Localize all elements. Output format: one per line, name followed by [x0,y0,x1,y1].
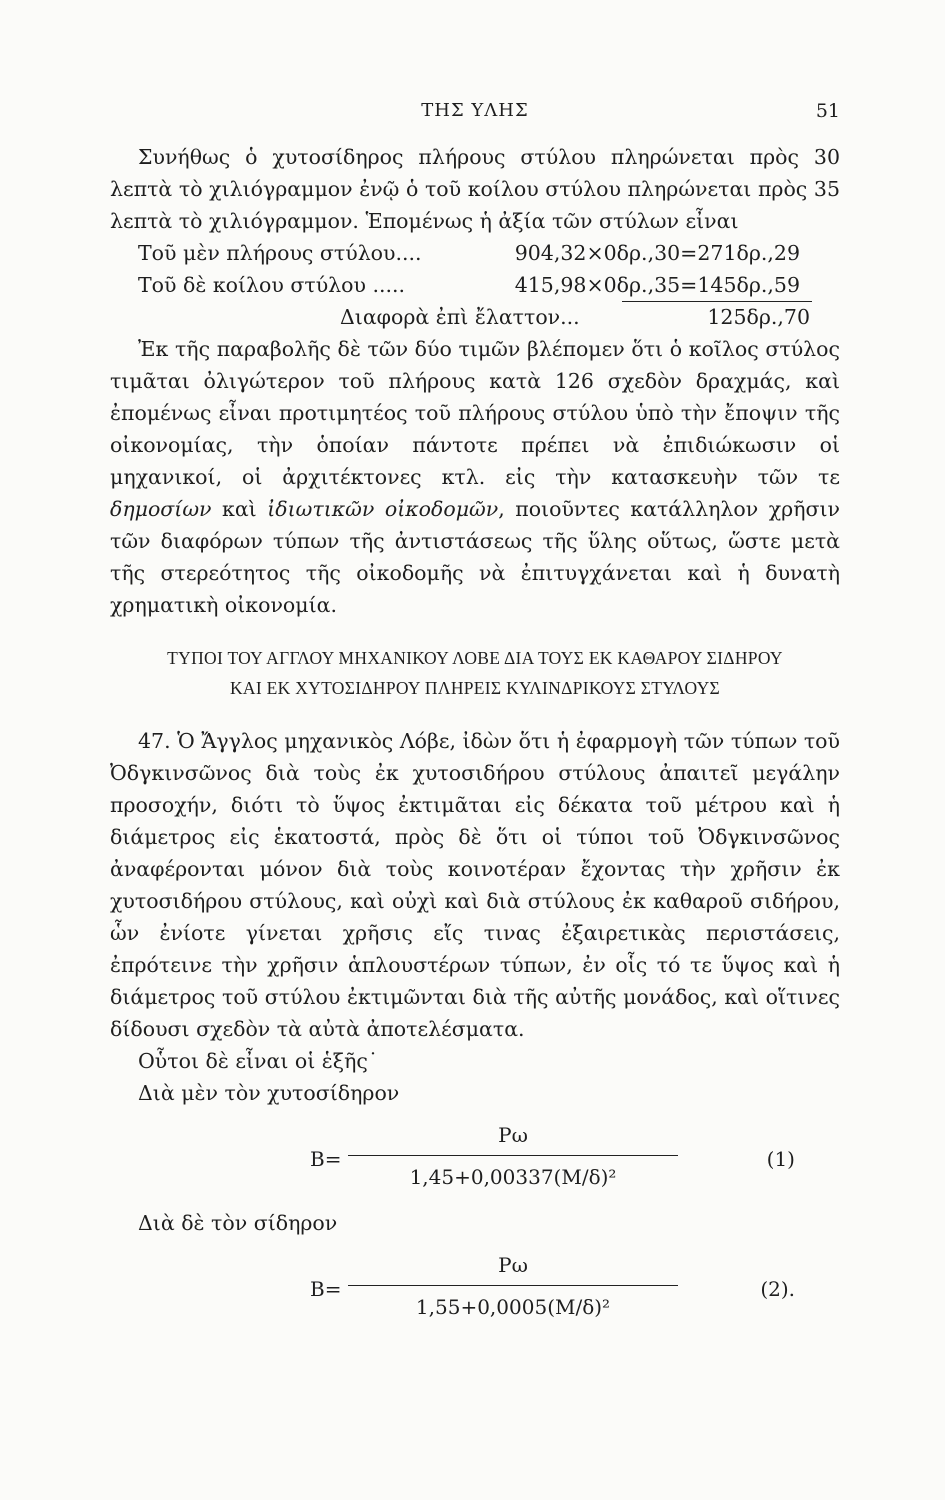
comparison-text-2: καὶ [211,497,268,521]
formula-1-numerator: Pω [498,1123,528,1147]
formula-2-number: (2). [760,1277,795,1301]
formula-2-denominator: 1,55+0,0005(M/δ)² [415,1295,611,1319]
formula-1-denominator: 1,45+0,00337(M/δ)² [409,1165,617,1189]
italic-public: δημοσίων [110,497,212,521]
italic-private-buildings: ἰδιωτικῶν οἰκοδομῶν [267,497,499,521]
formula-2-fraction-bar [348,1285,678,1286]
formula-2-lhs: B= [310,1277,342,1301]
calc-label-hollow: Τοῦ δὲ κοίλου στύλου ..... [138,273,406,297]
line-these-are: Οὗτοι δὲ εἶναι οἱ ἑξῆς˙ [138,1049,379,1073]
calc-row-full-column [110,237,840,269]
paragraph-price: Συνήθως ὁ χυτοσίδηρος πλήρους στύλου πληρώνεται πρὸς 30 λεπτὰ τὸ χιλιόγραμμον ἐνῷ ὁ τοῦ κοίλου στύλου πληρώνεται πρὸς 35 λεπτὰ τὸ χιλιόγραμμον. Ἑπομένως ἡ ἀξία τῶν στύλων εἶναι [110,145,840,233]
formula-1-lhs: B= [310,1147,342,1171]
page-header [110,100,840,130]
calc-value-hollow: 415,98×0δρ.,35=145δρ.,59 [514,273,800,297]
line-iron: Διὰ δὲ τὸν σίδηρον [138,1211,338,1235]
line-cast-iron: Διὰ μὲν τὸν χυτοσίδηρον [138,1081,400,1105]
formula-1 [110,1109,840,1207]
page-number: 51 [815,100,840,122]
paragraph-comparison [110,333,840,621]
running-head: ΤΗΣ ΥΛΗΣ [421,100,529,121]
section-heading [110,643,840,703]
section-heading-line-2: ΚΑΙ ΕΚ ΧΥΤΟΣΙΔΗΡΟΥ ΠΛΗΡΕΙΣ ΚΥΛΙΝΔΡΙΚΟΥΣ ΣΤΥΛΟΥΣ [229,678,721,698]
calc-row-difference [110,301,840,333]
formula-2 [110,1239,840,1337]
calc-label-difference: Διαφορὰ ἐπὶ ἔλαττον... [340,305,580,329]
comparison-text-3: , ποιοῦντες κατάλληλον χρῆσιν τῶν διαφόρων τύπων τῆς ἀντιστάσεως τῆς ὕλης οὕτως, ὥστε μετὰ τῆς στερεότητος τῆς οἰκοδομῆς νὰ ἐπιτυγχάνεται καὶ ἡ δυνατὴ χρηματικὴ οἰκονομία. [110,497,840,617]
calc-value-difference: 125δρ.,70 [707,305,810,329]
calc-label-full: Τοῦ μὲν πλήρους στύλου.... [138,241,422,265]
calc-row-hollow-column [110,269,840,301]
formula-2-numerator: Pω [498,1253,528,1277]
formula-1-number: (1) [766,1147,795,1171]
section-heading-line-1: ΤΥΠΟΙ ΤΟΥ ΑΓΓΛΟΥ ΜΗΧΑΝΙΚΟΥ ΛΟΒΕ ΔΙΑ ΤΟΥΣ ΕΚ ΚΑΘΑΡΟΥ ΣΙΔΗΡΟΥ [167,648,783,668]
comparison-text-1: Ἐκ τῆς παραβολῆς δὲ τῶν δύο τιμῶν βλέπομεν ὅτι ὁ κοῖλος στύλος τιμᾶται ὀλιγώτερον τοῦ πλήρους κατὰ 126 σχεδὸν δραχμάς, καὶ ἐπομένως εἶναι προτιμητέος τοῦ πλήρους στύλου ὑπὸ τὴν ἔποψιν τῆς οἰκονομίας, τὴν ὁποίαν πάντοτε πρέπει νὰ ἐπιδιώκωσιν οἱ μηχανικοί, οἱ ἀρχιτέκτονες κτλ. εἰς τὴν κατασκευὴν τῶν τε [110,337,840,489]
body-text [110,141,840,1337]
calc-value-full: 904,32×0δρ.,30=271δρ.,29 [514,241,800,265]
formula-1-fraction-bar [348,1155,678,1156]
paragraph-47: 47. Ὁ Ἄγγλος μηχανικὸς Λόβε, ἰδὼν ὅτι ἡ ἐφαρμογὴ τῶν τύπων τοῦ Ὀδγκινσῶνος διὰ τοὺς ἐκ χυτοσιδήρου στύλους ἀπαιτεῖ μεγάλην προσοχήν, διότι τὸ ὕψος ἐκτιμᾶται εἰς δέκατα τοῦ μέτρου καὶ ἡ διάμετρος εἰς ἑκατοστά, πρὸς δὲ ὅτι οἱ τύποι τοῦ Ὀδγκινσῶνος ἀναφέρονται μόνον διὰ τοὺς κοινοτέραν ἔχοντας τὴν χρῆσιν ἐκ χυτοσιδήρου στύλους, καὶ οὐχὶ καὶ διὰ στύλους ἐκ καθαροῦ σιδήρου, ὧν ἐνίοτε γίνεται χρῆσις εἴς τινας ἐξαιρετικὰς περιστάσεις, ἐπρότεινε τὴν χρῆσιν ἁπλουστέρων τύπων, ἐν οἷς τό τε ὕψος καὶ ἡ διάμετρος τοῦ στύλου ἐκτιμῶνται διὰ τῆς αὐτῆς μονάδος, καὶ οἵτινες δίδουσι σχεδὸν τὰ αὐτὰ ἀποτελέσματα. [110,729,840,1041]
